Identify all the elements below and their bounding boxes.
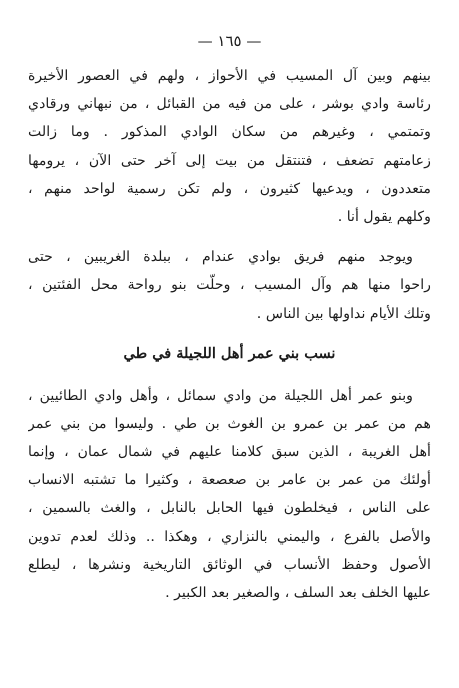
book-page bbox=[28, 30, 431, 607]
text-line: متعددون ، ويدعيها كثيرون ، ولم تكن رسمية لواحد منهم ، bbox=[28, 180, 431, 197]
text-line: وكلهم يقول أنا . bbox=[337, 208, 431, 225]
text-line: وتلك الأيام نداولها بين الناس . bbox=[256, 305, 431, 322]
text-line: زعامتهم تضعف ، فتنتقل من بيت إلى آخر حتى الآن ، يرومها bbox=[28, 152, 431, 169]
text-line: على الناس ، فيخلطون فيها الحابل بالنابل ، والغث بالسمين ، bbox=[28, 500, 431, 517]
text-line: هم من عمر بن عمرو بن الغوث بن طي . وليسوا من بني عمر bbox=[28, 415, 431, 432]
text-line: والأصل بالفرع ، واليمني بالنزاري ، وهكذا .. وذلك لعدم تدوين bbox=[28, 528, 431, 545]
text-line: راحوا منها هم وآل المسيب ، وحلّت بنو رواحة محل الفئتين ، bbox=[28, 277, 431, 294]
text-line: الأصول وحفظ الأنساب في الوثائق التاريخية ونشرها ، ليطلع bbox=[28, 556, 431, 573]
text-line: وتمتمي ، وغيرهم من سكان الوادي المذكور . وما زالت bbox=[28, 124, 431, 141]
section-heading: نسب بني عمر أهل اللجيلة في طي bbox=[123, 344, 336, 362]
paragraph-3 bbox=[28, 382, 431, 608]
text-line: بينهم وبين آل المسيب في الأحواز ، ولهم في العصور الأخيرة bbox=[28, 68, 431, 84]
page-number: — ١٦٥ — bbox=[197, 32, 262, 50]
text-line: ويوجد منهم فريق بوادي عندام ، ببلدة الغريبين ، حتى bbox=[28, 249, 413, 266]
text-line: أولئك من عمر بن عامر بن صعصعة ، وكثيرا ما تشتبه الانساب bbox=[28, 472, 431, 489]
text-line: وبنو عمر أهل اللجيلة من وادي سمائل ، وأهل وادي الطائيين ، bbox=[28, 387, 413, 404]
text-line: أهل الغريبة ، الذين سبق كلامنا عليهم في شمال عمان ، وإنما bbox=[28, 444, 431, 461]
paragraph-1 bbox=[28, 62, 431, 231]
text-line: رئاسة وادي بوشر ، على من فيه من القبائل ، من نبهاني ورقادي bbox=[28, 96, 431, 113]
text-line: عليها الخلف بعد السلف ، والصغير بعد الكبير . bbox=[165, 585, 431, 601]
paragraph-2 bbox=[28, 243, 431, 328]
